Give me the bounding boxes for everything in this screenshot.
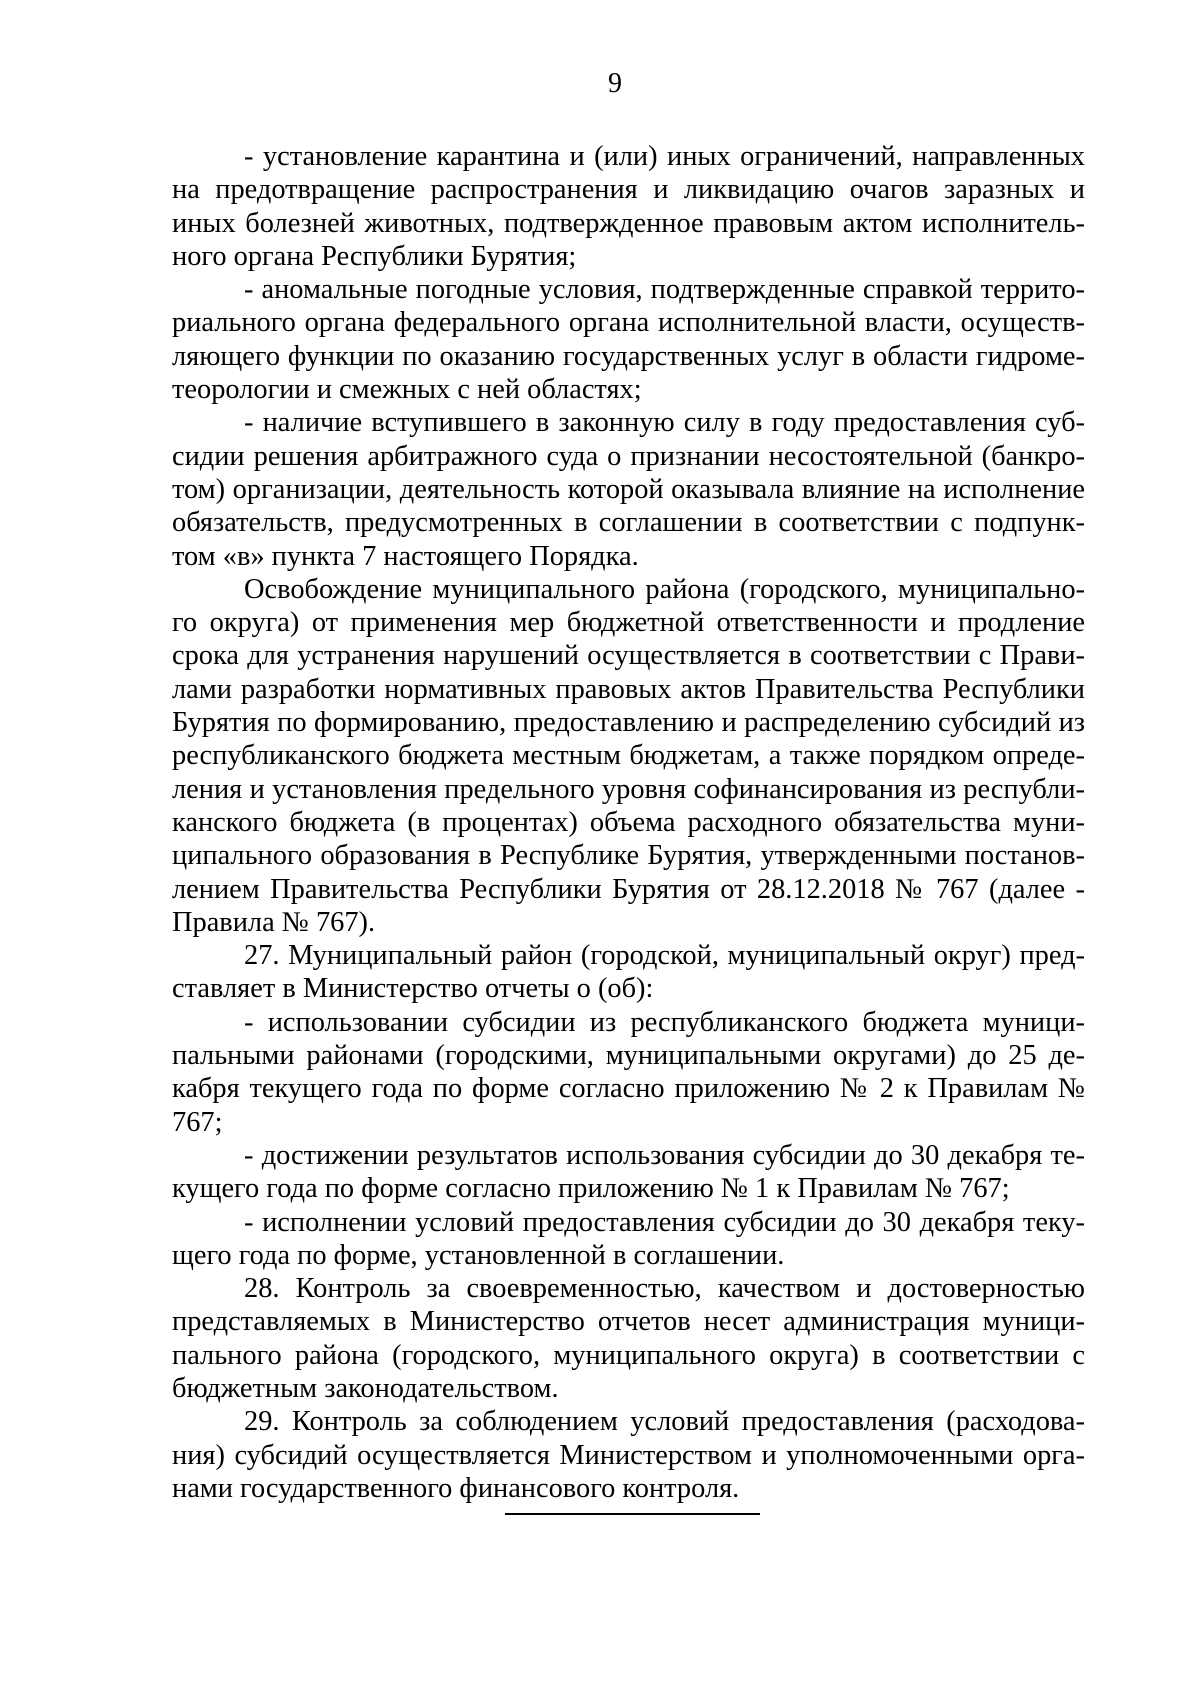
paragraph-conditions: - исполнении условий предоставления субсидии до 30 декабря текущего года по форме, установленной в соглашении. [172,1206,1085,1271]
paragraph-27-reports: 27. Муниципальный район (городской, муниципальный округ) представляет в Министерство отчеты о (об): [172,940,1085,1005]
paragraph-results: - достижении результатов использования субсидии до 30 декабря текущего года по форме согласно приложению № 1 к Правилам № 767; [172,1139,1085,1205]
closing-rule [505,1513,760,1515]
paragraph-subsidy-usage: - использовании субсидии из республиканского бюджета муниципальными районами (городскими, муниципальными округами) до 25 декабря текущего года по форме согласно приложению № 2 к Правилам № 767; [172,1006,1085,1138]
paragraph-exemption: Освобождение муниципального района (городского, муниципального округа) от применения мер бюджетной ответственности и продление срока для устранения нарушений осуществляется в соответствии с Правилами разработки нормативных правовых актов Правительства Республики Бурятия по формированию, предоставлению и распределению субсидий из республиканского бюджета местным бюджетам, а также порядком определения и установления предельного уровня софинансирования из республиканского бюджета (в процентах) объема расходного обязательства муниципального образования в Республике Бурятия, утвержденными постановлением Правительства Республики Бурятия от 28.12.2018 № 767 (далее - Правила № 767). [172,573,1085,938]
paragraph-bankruptcy: - наличие вступившего в законную силу в году предоставления субсидии решения арбитражного суда о признании несостоятельной (банкротом) организации, деятельность которой оказывала влияние на исполнение обязательств, предусмотренных в соглашении в соответствии с подпунктом «в» пункта 7 настоящего Порядка. [172,407,1085,572]
document-body [172,140,1085,1505]
paragraph-weather: - аномальные погодные условия, подтвержденные справкой территориального органа федерального органа исполнительной власти, осуществляющего функции по оказанию государственных услуг в области гидрометеорологии и смежных с ней областях; [172,274,1085,406]
paragraph-quarantine: - установление карантина и (или) иных ограничений, направленных на предотвращение распространения и ликвидацию очагов заразных и иных болезней животных, подтвержденное правовым актом исполнительного органа Республики Бурятия; [172,141,1085,272]
paragraph-28-control: 28. Контроль за своевременностью, качеством и достоверностью представляемых в Министерство отчетов несет администрация муниципального района (городского, муниципального округа) в соответствии с бюджетным законодательством. [172,1273,1085,1404]
paragraph-29-control: 29. Контроль за соблюдением условий предоставления (расходования) субсидий осуществляется Министерством и уполномоченными органами государственного финансового контроля. [172,1406,1085,1504]
page-number: 9 [608,68,622,99]
